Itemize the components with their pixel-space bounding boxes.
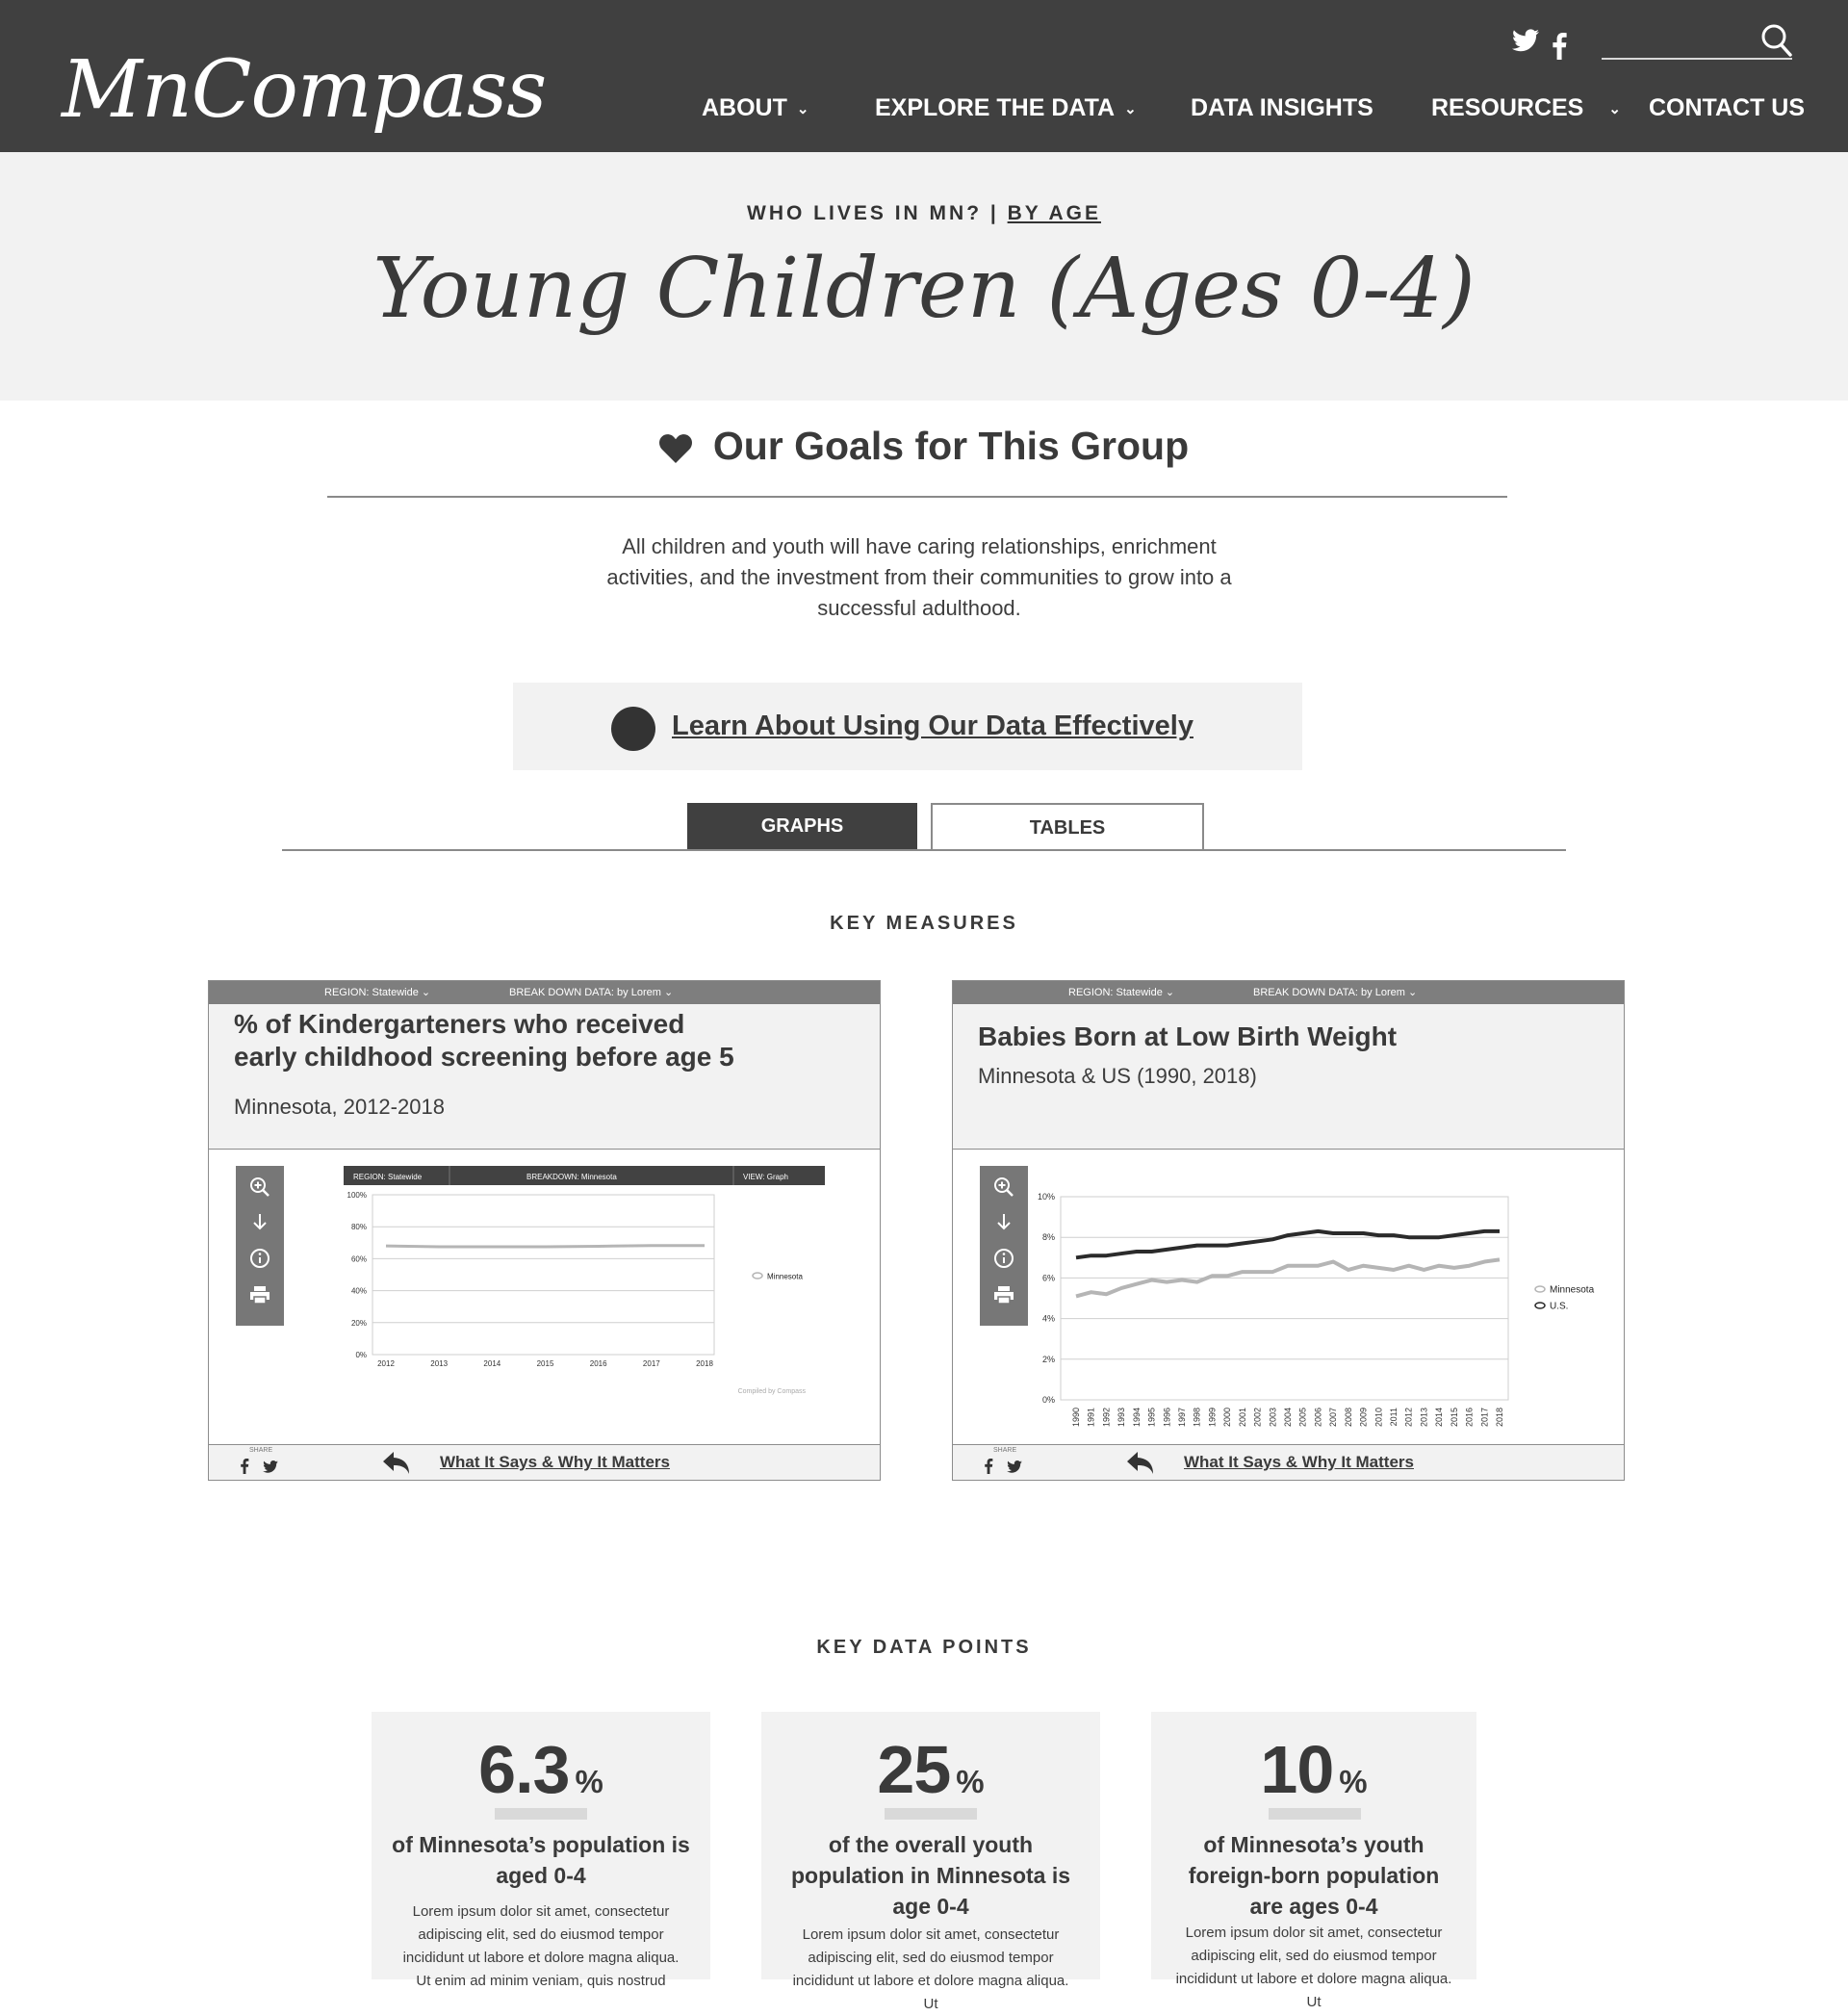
data-point-body: Lorem ipsum dolor sit amet, consectetur adipiscing elit, sed do eiusmod tempor incididunt ut labore et dolore magna aliqua. Ut: [792, 1926, 1069, 2012]
x-tick-label: 2005: [1297, 1408, 1308, 1428]
measure-card-low-birth-weight: [952, 980, 1625, 1481]
x-tick-label: 2002: [1252, 1408, 1263, 1428]
data-point-unit: %: [956, 1764, 985, 1799]
nav-contact-us[interactable]: [1649, 89, 1805, 127]
x-tick-label: 2000: [1222, 1408, 1233, 1428]
x-tick-label: 1993: [1116, 1408, 1127, 1428]
card-subtitle: Minnesota, 2012-2018: [234, 1095, 445, 1119]
x-tick-label: 2018: [1495, 1408, 1504, 1428]
x-tick-label: 2012: [1403, 1408, 1414, 1428]
x-tick-label: 2012: [377, 1359, 395, 1368]
card-footer: [209, 1444, 880, 1480]
x-tick-label: 2004: [1283, 1408, 1293, 1428]
learn-callout: [513, 683, 1302, 770]
x-tick-label: 2016: [1464, 1408, 1475, 1428]
nav-explore-the-data[interactable]: [875, 89, 1137, 127]
chart-toolbar: [980, 1166, 1028, 1326]
zoom-in-icon[interactable]: [980, 1170, 1028, 1204]
x-tick-label: 2017: [1479, 1408, 1490, 1428]
key-measures-label: KEY MEASURES: [830, 913, 1018, 934]
nav-data-insights[interactable]: [1191, 89, 1373, 127]
y-tick-label: 0%: [355, 1351, 367, 1359]
card-title: [978, 1021, 1397, 1053]
data-point-heading: of the overall youth population in Minnesota is age 0-4: [790, 1832, 1071, 1919]
card-controls-bar: [209, 981, 880, 1004]
x-tick-label: 2011: [1389, 1408, 1399, 1427]
x-tick-label: 2001: [1237, 1408, 1247, 1428]
chart-kindergarten-screening: [334, 1162, 844, 1412]
data-point-card: [761, 1712, 1100, 2012]
card-controls-bar: [953, 981, 1624, 1004]
card-title-line2: early childhood screening before age 5: [234, 1042, 734, 1072]
download-icon[interactable]: [980, 1204, 1028, 1239]
region-dropdown[interactable]: REGION: Statewide ⌄: [1068, 987, 1175, 998]
facebook-icon[interactable]: [984, 1459, 993, 1474]
zoom-in-icon[interactable]: [236, 1170, 284, 1204]
chevron-down-icon: ⌄: [1608, 101, 1621, 117]
chart-low-birth-weight: [1037, 1169, 1625, 1438]
info-icon[interactable]: [236, 1241, 284, 1276]
data-point-number: 25: [877, 1732, 951, 1807]
nav-resources-label: RESOURCES: [1431, 94, 1584, 121]
chevron-down-icon: ⌄: [796, 101, 809, 117]
data-point-heading: of Minnesota’s youth foreign-born population are ages 0-4: [1188, 1832, 1440, 1919]
breadcrumb-current[interactable]: BY AGE: [1007, 202, 1101, 224]
x-tick-label: 2010: [1373, 1408, 1384, 1428]
data-point-value: [372, 1731, 710, 1808]
site-logo[interactable]: MnCompass: [62, 44, 547, 136]
site-header: [0, 0, 1848, 152]
card-subtitle: Minnesota & US (1990, 2018): [978, 1064, 1257, 1088]
search-input[interactable]: [1602, 21, 1759, 58]
x-tick-label: 2003: [1268, 1408, 1278, 1428]
nav-about[interactable]: [702, 89, 808, 127]
region-label: REGION: Statewide: [1068, 987, 1163, 998]
heart-icon: [659, 434, 692, 463]
x-tick-label: 1994: [1131, 1408, 1142, 1428]
x-tick-label: 2013: [430, 1359, 449, 1368]
x-tick-label: 1995: [1146, 1408, 1157, 1428]
y-tick-label: 6%: [1041, 1273, 1055, 1283]
region-dropdown[interactable]: REGION: Statewide ⌄: [324, 987, 431, 998]
card-title-line1: % of Kindergarteners who received: [234, 1009, 685, 1039]
data-point-value: [1151, 1731, 1476, 1808]
x-tick-label: 2014: [483, 1359, 501, 1368]
y-tick-label: 60%: [350, 1254, 367, 1264]
y-tick-label: 80%: [350, 1223, 367, 1232]
what-it-says-link[interactable]: What It Says & Why It Matters: [1184, 1453, 1414, 1471]
card-header: [953, 1004, 1624, 1150]
x-tick-label: 2013: [1419, 1408, 1429, 1428]
y-tick-label: 0%: [1041, 1395, 1055, 1405]
x-tick-label: 2017: [642, 1359, 660, 1368]
x-tick-label: 1997: [1177, 1408, 1187, 1428]
tab-graphs[interactable]: GRAPHS: [687, 803, 917, 849]
x-tick-label: 2006: [1313, 1408, 1323, 1428]
data-point-body: Lorem ipsum dolor sit amet, consectetur adipiscing elit, sed do eiusmod tempor incididunt ut labore et dolore magna aliqua. Ut: [1175, 1925, 1452, 2010]
data-point-body: Lorem ipsum dolor sit amet, consectetur adipiscing elit, sed do eiusmod tempor incididunt ut labore et dolore magna aliqua. Ut enim ad minim veniam, quis nostrud: [402, 1903, 680, 1989]
search-icon[interactable]: [1761, 24, 1792, 62]
x-tick-label: 2018: [696, 1359, 713, 1368]
card-header: [209, 1004, 880, 1150]
legend-marker: [1535, 1286, 1545, 1292]
breadcrumb-separator: |: [989, 202, 999, 224]
plot-area: [372, 1195, 714, 1355]
value-underline: [885, 1808, 977, 1820]
x-tick-label: 2009: [1358, 1408, 1369, 1428]
x-tick-label: 2015: [536, 1359, 554, 1368]
share-label: SHARE: [993, 1447, 1017, 1454]
x-tick-label: 1992: [1101, 1408, 1112, 1428]
x-tick-label: 2007: [1328, 1408, 1339, 1428]
info-icon[interactable]: [980, 1241, 1028, 1276]
value-underline: [495, 1808, 587, 1820]
key-data-points-label: KEY DATA POINTS: [816, 1637, 1032, 1658]
chevron-down-icon: ⌄: [1124, 101, 1137, 117]
chart-region-control[interactable]: REGION: Statewide: [353, 1173, 423, 1181]
tabs-divider: [282, 849, 1566, 851]
info-dot-icon: [611, 707, 655, 751]
chart-view-control[interactable]: VIEW: Graph: [743, 1173, 788, 1181]
what-it-says-link[interactable]: What It Says & Why It Matters: [440, 1453, 670, 1471]
breakdown-dropdown[interactable]: BREAK DOWN DATA: by Lorem ⌄: [1253, 987, 1418, 998]
nav-insights-label: DATA INSIGHTS: [1191, 94, 1373, 121]
legend-label: Minnesota: [767, 1272, 803, 1281]
x-tick-label: 1991: [1086, 1408, 1096, 1428]
reply-icon[interactable]: [1126, 1449, 1155, 1478]
facebook-icon[interactable]: [240, 1459, 249, 1474]
data-point-value: [761, 1731, 1100, 1808]
legend-marker: [753, 1273, 762, 1279]
reply-icon[interactable]: [382, 1449, 411, 1478]
breadcrumb-parent[interactable]: WHO LIVES IN MN?: [747, 202, 983, 224]
x-tick-label: 1998: [1192, 1408, 1202, 1428]
nav-explore-label: EXPLORE THE DATA: [875, 94, 1116, 121]
x-tick-label: 2014: [1434, 1408, 1445, 1428]
chart-breakdown-control[interactable]: BREAKDOWN: Minnesota: [526, 1173, 617, 1181]
breadcrumb: [0, 202, 1848, 225]
goals-heading: [0, 424, 1848, 469]
legend-label: U.S.: [1550, 1301, 1569, 1312]
x-tick-label: 1990: [1071, 1408, 1081, 1428]
nav-about-label: ABOUT: [702, 94, 787, 121]
twitter-icon[interactable]: [263, 1460, 278, 1473]
data-point-number: 10: [1260, 1732, 1334, 1807]
x-tick-label: 1999: [1207, 1408, 1218, 1428]
twitter-icon[interactable]: [1007, 1460, 1022, 1473]
share-label: SHARE: [249, 1447, 273, 1454]
x-tick-label: 1996: [1162, 1408, 1172, 1428]
legend-label: Minnesota: [1550, 1284, 1595, 1296]
data-point-number: 6.3: [478, 1732, 570, 1807]
legend-marker: [1535, 1303, 1545, 1308]
page-hero: [0, 152, 1848, 401]
data-point-card: [1151, 1712, 1476, 2010]
region-label: REGION: Statewide: [324, 987, 419, 998]
x-tick-label: 2015: [1449, 1408, 1459, 1428]
facebook-icon[interactable]: [1552, 33, 1567, 65]
print-icon[interactable]: [236, 1278, 284, 1312]
data-point-heading: of Minnesota’s population is aged 0-4: [392, 1832, 690, 1888]
data-point-card: [372, 1712, 710, 1989]
learn-data-link[interactable]: Learn About Using Our Data Effectively: [672, 711, 1194, 741]
chart-toolbar: [236, 1166, 284, 1326]
plot-area: [1061, 1197, 1508, 1400]
y-tick-label: 20%: [350, 1318, 367, 1328]
card-title-line1: Babies Born at Low Birth Weight: [978, 1021, 1398, 1051]
data-point-unit: %: [575, 1764, 603, 1799]
series-line-minnesota: [386, 1246, 705, 1247]
data-point-unit: %: [1339, 1764, 1368, 1799]
tab-tables[interactable]: TABLES: [931, 803, 1204, 849]
y-tick-label: 10%: [1037, 1192, 1055, 1202]
goals-description: All children and youth will have caring relationships, enrichment activities, and the investment from their communities to grow into a successful adulthood.: [606, 534, 1232, 620]
x-tick-label: 2016: [589, 1359, 607, 1368]
chart-credit: Compiled by Compass: [737, 1388, 806, 1395]
page-title: Young Children (Ages 0-4): [372, 241, 1476, 337]
breakdown-dropdown[interactable]: BREAK DOWN DATA: by Lorem ⌄: [509, 987, 674, 998]
goals-heading-text: Our Goals for This Group: [712, 424, 1190, 468]
nav-resources[interactable]: [1431, 89, 1621, 127]
y-tick-label: 100%: [346, 1191, 367, 1200]
y-tick-label: 40%: [350, 1286, 367, 1296]
y-tick-label: 4%: [1041, 1313, 1055, 1324]
x-tick-label: 2008: [1343, 1408, 1353, 1428]
download-icon[interactable]: [236, 1204, 284, 1239]
breakdown-label: BREAK DOWN DATA: by Lorem: [1253, 987, 1405, 998]
card-footer: [953, 1444, 1624, 1480]
y-tick-label: 2%: [1041, 1354, 1055, 1364]
value-underline: [1269, 1808, 1361, 1820]
twitter-icon[interactable]: [1512, 29, 1539, 57]
y-tick-label: 8%: [1041, 1232, 1055, 1243]
print-icon[interactable]: [980, 1278, 1028, 1312]
nav-contact-label: CONTACT US: [1649, 94, 1806, 121]
measure-card-kindergarten-screening: [208, 980, 881, 1481]
card-title: [234, 1008, 734, 1073]
divider: [327, 496, 1507, 498]
breakdown-label: BREAK DOWN DATA: by Lorem: [509, 987, 661, 998]
